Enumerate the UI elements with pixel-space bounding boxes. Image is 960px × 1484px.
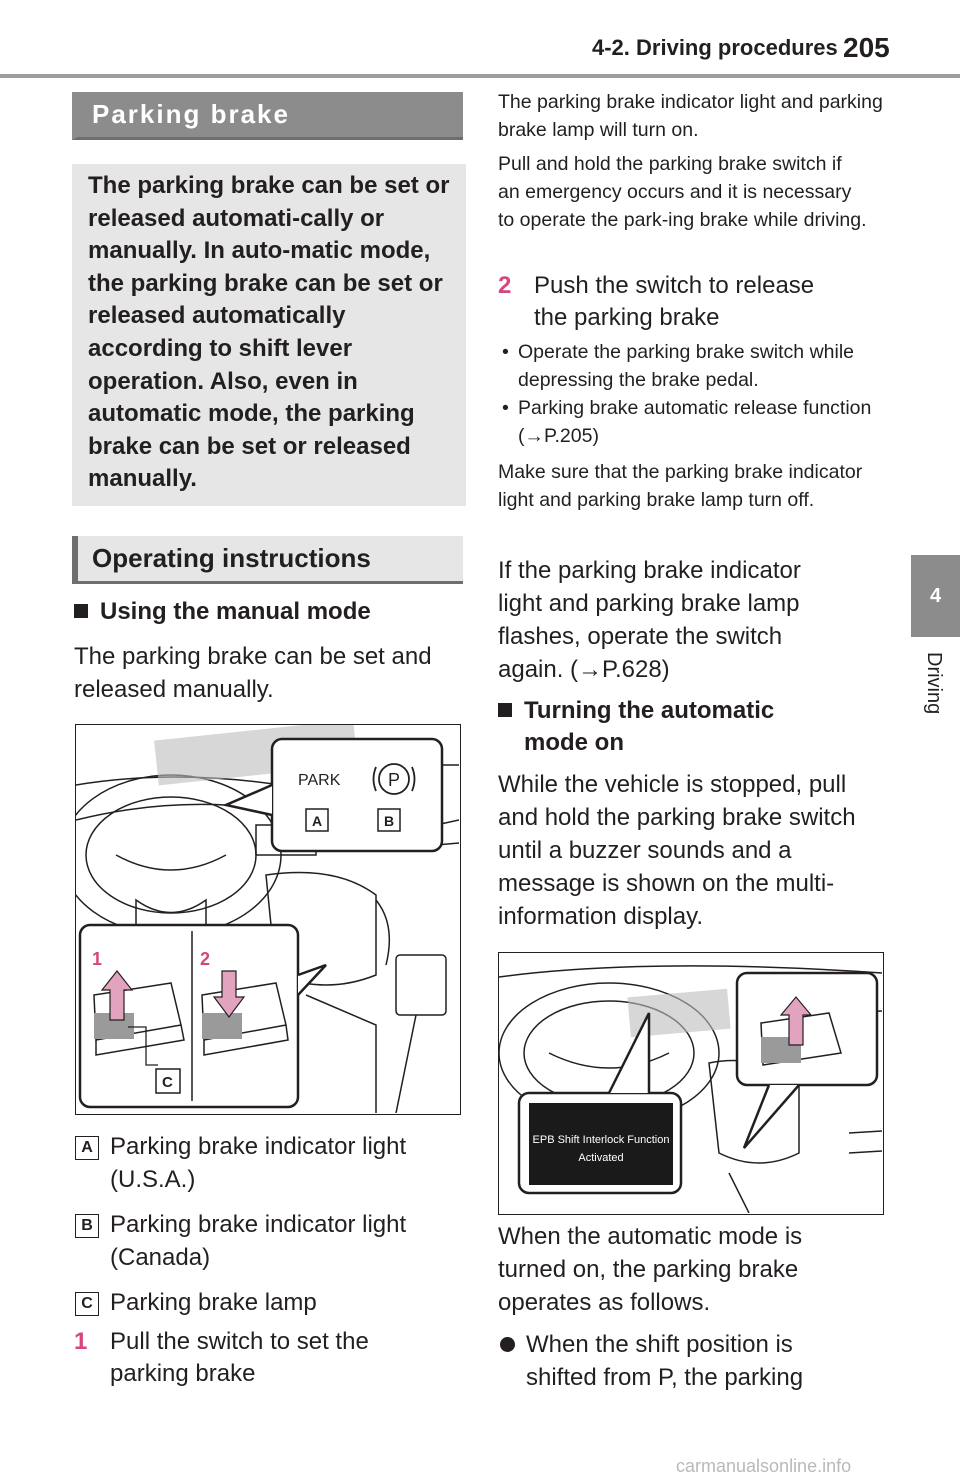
round-bullet-icon (500, 1337, 515, 1352)
callout-c: C (162, 1074, 173, 1091)
step-1 (74, 1326, 454, 1392)
flash-note: If the parking brake indicator light and parking brake lamp flashes, operate the switch again. (→P.628) (498, 557, 801, 683)
automatic-bullet: When the shift position is shifted from P, the parking (498, 1328, 888, 1394)
legend-text-c: Parking brake lamp (110, 1289, 317, 1316)
step-2-number: 2 (498, 272, 512, 299)
step-1-line1: Pull the switch to set the (110, 1328, 369, 1355)
square-bullet-icon (498, 703, 512, 717)
figure-automatic-illustration (499, 953, 882, 1213)
figure-manual-parking-brake (75, 724, 461, 1115)
step-1-result: The parking brake indicator light and parking brake lamp will turn on. (498, 91, 883, 141)
step-marker-1: 1 (92, 949, 103, 969)
display-message-line2: Activated (578, 1152, 624, 1164)
list-item[interactable]: • Parking brake automatic release function (→P.205) (498, 394, 888, 450)
park-indicator-label: PARK (298, 772, 341, 789)
step-2-line1: Push the switch to release (534, 272, 815, 299)
svg-text:P: P (388, 770, 401, 790)
step-1-line2: parking brake (110, 1360, 256, 1387)
step-2-result: Make sure that the parking brake indicator light and parking brake lamp turn off. (498, 461, 863, 511)
intro-summary-box: The parking brake can be set or released automati-cally or manually. In auto-matic mode, the parking brake can be set or released automatically according to shift lever operation. Also, even in automatic mode, the parking brake can be set or released manually. (72, 164, 466, 506)
subheading-manual-mode: Using the manual mode (74, 596, 371, 628)
header-section-title: 4-2. Driving procedures (592, 35, 838, 60)
section-heading-operating: Operating instructions (72, 536, 463, 584)
chapter-tab-number: 4 (929, 584, 942, 607)
list-item: • Operate the parking brake switch while depressing the brake pedal. (498, 338, 888, 394)
figure-automatic-mode (498, 952, 884, 1215)
page-number: 205 (843, 32, 890, 63)
section-heading-parking-brake: Parking brake (72, 92, 463, 140)
callout-a: A (312, 813, 323, 829)
legend-key-c: C (75, 1292, 99, 1316)
display-message-line1: EPB Shift Interlock Function (532, 1134, 670, 1146)
square-bullet-icon (74, 604, 88, 618)
step-2-bullets (498, 338, 888, 450)
automatic-mode-text: While the vehicle is stopped, pull and hold the parking brake switch until a buzzer sounds and a message is shown on the multi-information display. (498, 771, 856, 930)
callout-b: B (384, 813, 395, 829)
emergency-note: Pull and hold the parking brake switch if an emergency occurs and it is necessary to operate the park-ing brake while driving. (498, 153, 867, 231)
chapter-tab-label: Driving (923, 652, 945, 715)
manual-mode-text: The parking brake can be set and released manually. (74, 643, 432, 703)
legend-text-b: Parking brake indicator light (Canada) (110, 1211, 407, 1271)
watermark: carmanualsonline.info (676, 1456, 852, 1476)
step-2-line2: the parking brake (534, 304, 720, 331)
automatic-after-text: When the automatic mode is turned on, the parking brake operates as follows. (498, 1223, 803, 1316)
legend-key-b: B (75, 1214, 99, 1238)
figure-manual-illustration (76, 725, 459, 1113)
step-2 (498, 270, 888, 336)
header-divider (0, 74, 960, 78)
legend-text-a: Parking brake indicator light (U.S.A.) (110, 1133, 407, 1193)
subheading-automatic-mode: Turning the automatic mode on (498, 695, 888, 759)
chapter-tab[interactable] (911, 555, 960, 637)
step-1-number: 1 (74, 1328, 88, 1355)
step-marker-2: 2 (200, 949, 211, 969)
legend-key-a: A (75, 1136, 99, 1160)
